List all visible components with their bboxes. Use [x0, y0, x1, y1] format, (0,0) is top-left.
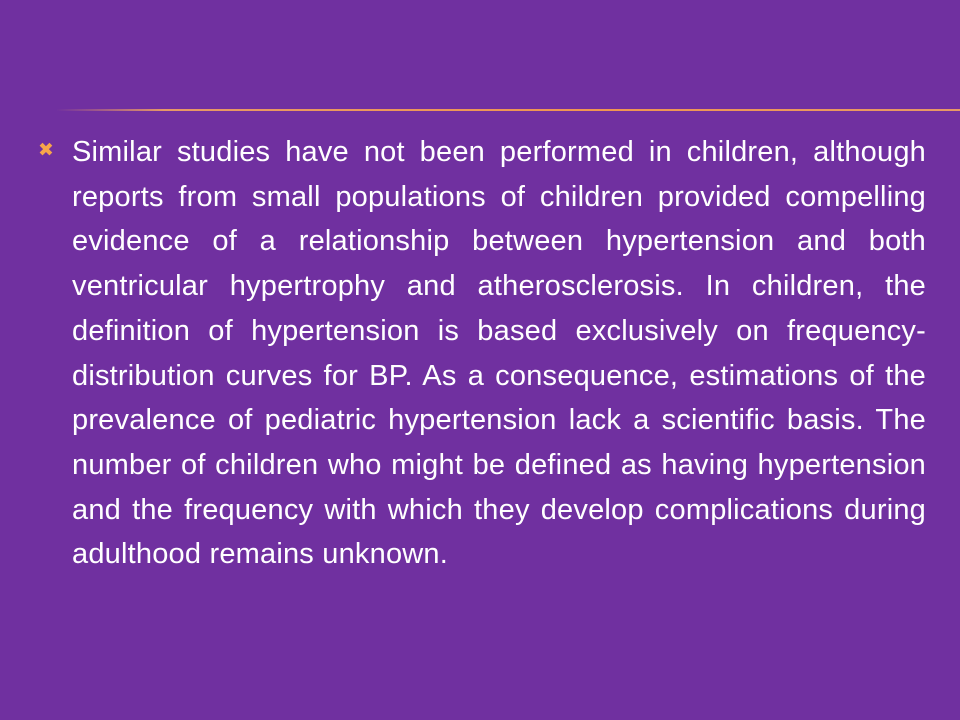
x-mark-icon: ✖: [38, 139, 54, 161]
slide-body: [38, 130, 926, 577]
title-divider-line: [56, 109, 960, 111]
bullet-item: [38, 130, 926, 577]
bullet-text: Similar studies have not been performed in children, although reports from small populations of children provided compelling evidence of a relationship between hypertension and both ventricular hypertrophy and atherosclerosis. In children, the definition of hypertension is based exclusively on frequency-distribution curves for BP. As a consequence, estimations of the prevalence of pediatric hypertension lack a scientific basis. The number of children who might be defined as having hypertension and the frequency with which they develop complications during adulthood remains unknown.: [72, 136, 926, 571]
